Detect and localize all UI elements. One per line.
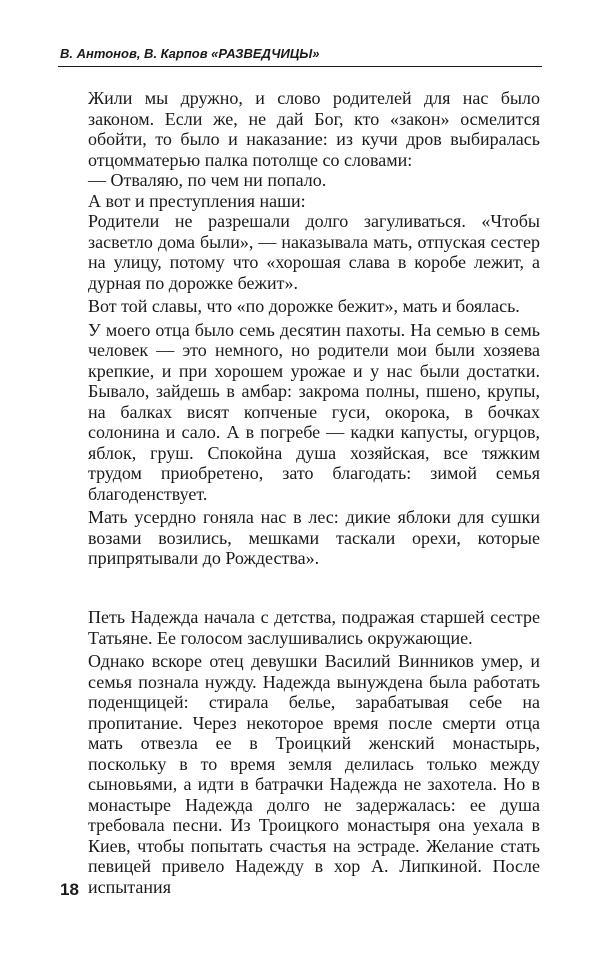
body-paragraph: Однако вскоре отец девушки Василий Винников умер, и семья познала нужду. Надежда вынуждена была работать поденщицей: стирала белье, зарабатывая себе на пропитание. Через некоторое время после смерти отца мать отвезла ее в Троицкий женский монастырь, поскольку в то время земля делилась только между сыновьями, а идти в батрачки Надежда не захотела. Но в монастыре Надежда долго не задержалась: ее душа требовала песни. Из Троицкого монастыря она уехала в Киев, чтобы попытать счастья на эстраде. Желание стать певицей привело Надежду в хор А. Липкиной. После испытания: [88, 651, 540, 897]
header-rule: [58, 66, 542, 67]
running-head: В. Антонов, В. Карпов «РАЗВЕДЧИЦЫ»: [60, 46, 320, 61]
quote-paragraph: Родители не разрешали долго загуливаться. «Чтобы засветло дома были», — наказывала мать, отпуская сестер на улицу, потому что «хорошая слава в коробе лежит, а дурная по дорожке бежит».: [88, 211, 540, 293]
narrative-block: [88, 607, 540, 897]
quoted-memoir-block: [88, 88, 540, 569]
quote-paragraph: А вот и преступления наши:: [88, 190, 306, 211]
quote-paragraph: Вот той славы, что «по дорожке бежит», мать и боялась.: [88, 296, 520, 316]
quote-paragraph: Жили мы дружно, и слово родителей для нас было законом. Если же, не дай Бог, кто «закон» осмелится обойти, то было и наказание: из кучи дров выбиралась отцоммaтерью палка потолще со словами:: [88, 88, 540, 170]
quote-paragraph: — Отваляю, по чем ни попало.: [88, 170, 327, 190]
quote-paragraph: У моего отца было семь десятин пахоты. На семью в семь человек — это немного, но родители мои были хозяева крепкие, и при хорошем урожае и у нас были достатки. Бывало, зайдешь в амбар: закрома полны, пшено, крупы, на балках висят копченые гуси, окорока, в бочках солонина и сало. А в погребе — кадки капусты, огурцов, яблок, груш. Спокойна душа хозяйская, все тяжким трудом приобретено, зато благодать: зимой семья благоденствует.: [88, 319, 540, 504]
page-number: 18: [60, 880, 79, 899]
body-paragraph: Петь Надежда начала с детства, подражая старшей сестре Татьяне. Ее голосом заслушивались окружающие.: [88, 607, 540, 648]
quote-paragraph: Мать усердно гоняла нас в лес: дикие яблоки для сушки возами возились, мешками таскали орехи, которые припрятывали до Рождества».: [88, 507, 540, 568]
